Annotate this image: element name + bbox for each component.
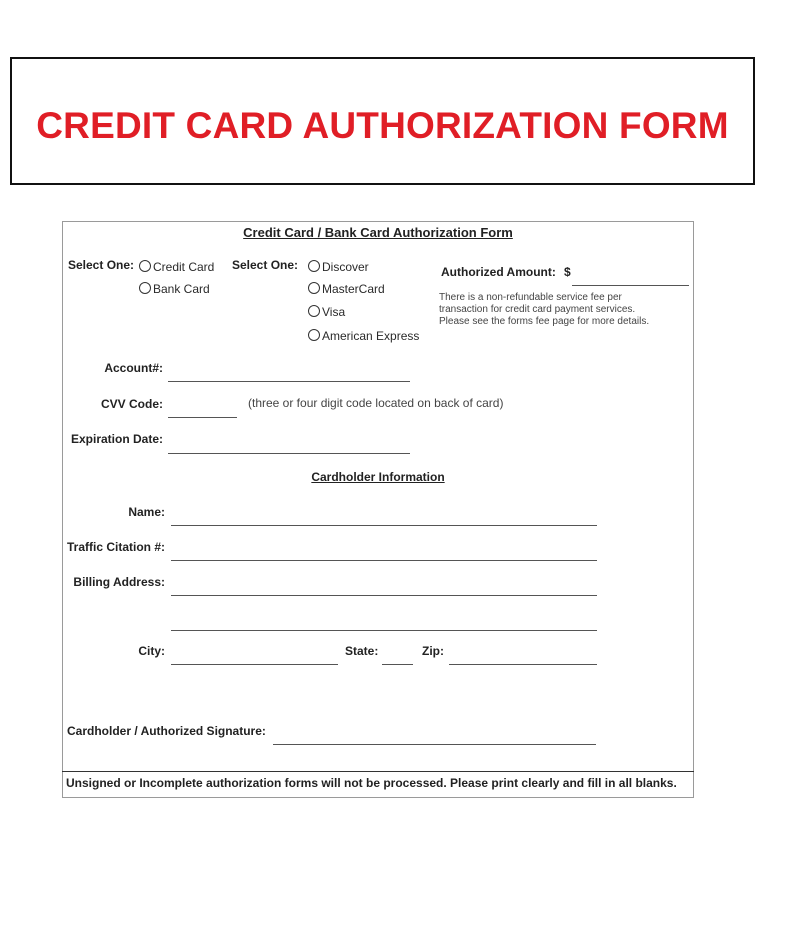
authorized-amount-label: Authorized Amount: bbox=[441, 265, 556, 279]
form-title: Credit Card / Bank Card Authorization Form bbox=[243, 225, 513, 240]
cvv-field[interactable] bbox=[168, 417, 237, 418]
citation-label: Traffic Citation #: bbox=[66, 540, 165, 554]
account-label: Account#: bbox=[104, 361, 163, 375]
radio-icon[interactable] bbox=[139, 260, 151, 272]
expiration-label: Expiration Date: bbox=[70, 432, 163, 446]
signature-label: Cardholder / Authorized Signature: bbox=[67, 724, 266, 738]
radio-icon[interactable] bbox=[308, 305, 320, 317]
billing-address-field-2[interactable] bbox=[171, 630, 597, 631]
zip-label: Zip: bbox=[422, 644, 444, 658]
option-bank-card[interactable]: Bank Card bbox=[139, 282, 210, 296]
cvv-label: CVV Code: bbox=[100, 397, 163, 411]
cvv-hint: (three or four digit code located on back of card) bbox=[248, 396, 504, 410]
footer-divider bbox=[62, 771, 694, 772]
fee-note-line-2: transaction for credit card payment services. bbox=[439, 304, 636, 315]
radio-icon[interactable] bbox=[139, 282, 151, 294]
signature-field[interactable] bbox=[273, 744, 596, 745]
city-label: City: bbox=[138, 644, 165, 658]
card-category-label: Select One: bbox=[68, 258, 135, 272]
option-american-express[interactable]: American Express bbox=[308, 329, 419, 343]
radio-icon[interactable] bbox=[308, 329, 320, 341]
fee-note-line-3: Please see the forms fee page for more details. bbox=[439, 316, 650, 327]
zip-field[interactable] bbox=[449, 664, 597, 665]
radio-icon[interactable] bbox=[308, 260, 320, 272]
state-field[interactable] bbox=[382, 664, 413, 665]
billing-address-label: Billing Address: bbox=[73, 575, 165, 589]
footer-note: Unsigned or Incomplete authorization forms will not be processed. Please print clearly and fill in all blanks. bbox=[66, 776, 677, 790]
option-discover[interactable]: Discover bbox=[308, 260, 369, 274]
fee-note-line-1: There is a non-refundable service fee per bbox=[439, 292, 622, 303]
city-field[interactable] bbox=[171, 664, 338, 665]
cardholder-heading: Cardholder Information bbox=[311, 470, 445, 484]
page-title: CREDIT CARD AUTHORIZATION FORM bbox=[36, 105, 729, 146]
name-label: Name: bbox=[128, 505, 165, 519]
expiration-field[interactable] bbox=[168, 453, 410, 454]
option-visa[interactable]: Visa bbox=[308, 305, 345, 319]
option-credit-card[interactable]: Credit Card bbox=[139, 260, 214, 274]
name-field[interactable] bbox=[171, 525, 597, 526]
authorized-amount-field[interactable] bbox=[572, 285, 689, 286]
currency-symbol: $ bbox=[564, 265, 571, 279]
option-mastercard[interactable]: MasterCard bbox=[308, 282, 385, 296]
title-box bbox=[10, 57, 755, 185]
radio-icon[interactable] bbox=[308, 282, 320, 294]
card-type-label: Select One: bbox=[232, 258, 299, 272]
account-field[interactable] bbox=[168, 381, 410, 382]
billing-address-field-1[interactable] bbox=[171, 595, 597, 596]
state-label: State: bbox=[345, 644, 379, 658]
citation-field[interactable] bbox=[171, 560, 597, 561]
